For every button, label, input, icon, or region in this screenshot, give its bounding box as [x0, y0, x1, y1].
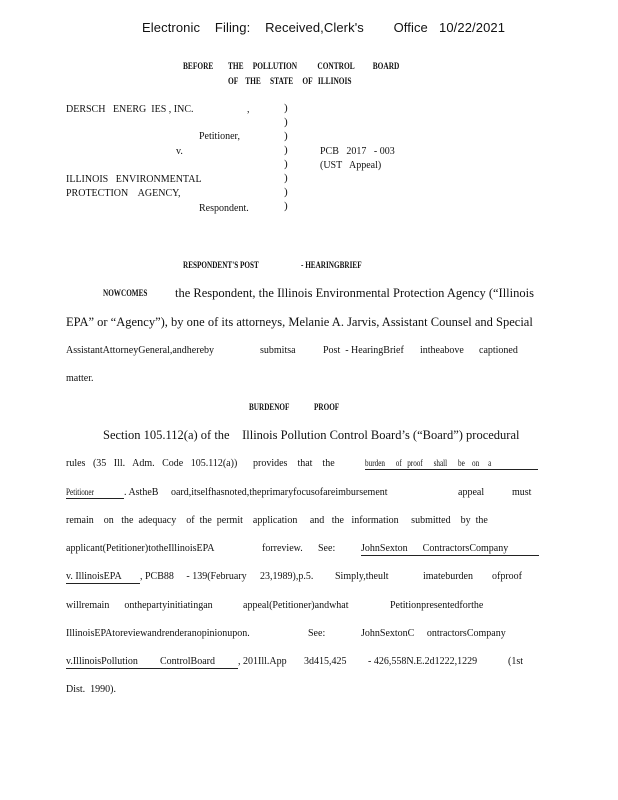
filing-header: Electronic Filing: Received,Clerk's Office 10/22/2021 [142, 20, 506, 35]
burden-line7-part2: appeal(Petitioner)andwhat [243, 600, 349, 611]
burden-line3-part2: appeal [458, 487, 485, 498]
intro-line3-part5: captioned [479, 345, 518, 356]
intro-line3-part2: submitsa [260, 345, 296, 356]
burden-line1: Section 105.112(a) of the Illinois Pollution Control Board’s (“Board”) procedural [103, 428, 520, 442]
court-heading-line1: BEFORE THE POLLUTION CONTROL BOARD [183, 61, 400, 71]
burden-line9-case-citation-2: ControlBoard [160, 656, 215, 667]
burden-line3-part1: . AstheB oard,itselfhasnoted,theprimaryfocusofareimbursement [124, 487, 388, 498]
intro-line3-part4: intheabove [420, 345, 464, 356]
burden-line5-case-citation: JohnSexton ContractorsCompany [361, 543, 509, 554]
respondent-role: Respondent. [199, 203, 249, 214]
burden-line6-part5: ofproof [492, 571, 522, 582]
parenthesis: ) [284, 116, 288, 128]
parenthesis: ) [284, 172, 288, 184]
burden-line9-part2: 3d415,425 [304, 656, 347, 667]
parenthesis: ) [284, 102, 288, 114]
now-comes: NOWCOMES [103, 288, 148, 298]
underline [365, 469, 538, 470]
burden-line2-part1: rules (35 Ill. Adm. Code 105.112(a)) [66, 458, 238, 469]
respondent-name-line2: PROTECTION AGENCY, [66, 188, 181, 199]
intro-line3-part1: AssistantAttorneyGeneral,andhereby [66, 345, 215, 356]
burden-line3-underlined: Petitioner [66, 487, 94, 497]
brief-title-left: RESPONDENT'S POST [183, 260, 259, 270]
burden-line10: Dist. 1990). [66, 684, 116, 695]
underline [150, 668, 238, 669]
parenthesis: ) [284, 186, 288, 198]
burden-line8-part2: See: [308, 628, 326, 639]
burden-line8-part1: IllinoisEPAtoreviewandrenderanopinionupon. [66, 628, 250, 639]
burden-line9-part3: - 426,558N.E.2d1222,1229 [368, 656, 478, 667]
burden-line5-part3: See: [318, 543, 336, 554]
burden-line9-part1: , 201Ill.App [238, 656, 287, 667]
parenthesis: ) [284, 158, 288, 170]
burden-line8-part3: JohnSextonC ontractorsCompany [361, 628, 506, 639]
intro-line3-part3: Post - HearingBrief [323, 345, 404, 356]
respondent-name-line1: ILLINOIS ENVIRONMENTAL [66, 174, 202, 185]
burden-line7-part1: willremain onthepartyinitiatingan [66, 600, 213, 611]
parenthesis: ) [284, 130, 288, 142]
petitioner-name: DERSCH ENERG IES , INC. [66, 104, 194, 115]
burden-line2-underlined: burden of proof shall be on a [365, 458, 492, 468]
petitioner-role: Petitioner, [199, 131, 240, 142]
burden-line9-case-citation-1: v.IllinoisPollution [66, 656, 138, 667]
case-type: (UST Appeal) [320, 160, 382, 171]
burden-line9-part4: (1st [508, 656, 523, 667]
underline [66, 583, 140, 584]
burden-line6-part1: , PCB88 - 139(February [140, 571, 247, 582]
burden-line6-part3: Simply,theult [335, 571, 389, 582]
versus-label: v. [176, 146, 183, 157]
intro-line1: the Respondent, the Illinois Environmental Protection Agency (“Illinois [175, 286, 534, 300]
burden-line6-part2: 23,1989),p.5. [260, 571, 314, 582]
case-number: PCB 2017 - 003 [320, 146, 395, 157]
burden-line7-part3: Petitionpresentedforthe [390, 600, 484, 611]
burden-line5-part2: forreview. [262, 543, 303, 554]
parenthesis: ) [284, 200, 288, 212]
burden-line6-case-citation: v. IllinoisEPA [66, 571, 122, 582]
caption-comma: , [247, 104, 250, 115]
underline [361, 555, 539, 556]
brief-title-right: - HEARINGBRIEF [301, 260, 362, 270]
court-heading-line2: OF THE STATE OF ILLINOIS [228, 76, 352, 86]
section-heading-right: PROOF [314, 402, 340, 412]
underline [66, 498, 124, 499]
intro-line4: matter. [66, 373, 94, 384]
underline [66, 668, 150, 669]
burden-line3-part3: must [512, 487, 532, 498]
burden-line4: remain on the adequacy of the permit application and the information submitted by the [66, 515, 488, 526]
section-heading-left: BURDENOF [249, 402, 290, 412]
burden-line6-part4: imateburden [423, 571, 473, 582]
parenthesis: ) [284, 144, 288, 156]
burden-line5-part1: applicant(Petitioner)totheIllinoisEPA [66, 543, 215, 554]
caption-parenthesis-column [284, 101, 288, 213]
burden-line2-part2: provides that the [253, 458, 335, 469]
intro-line2: EPA” or “Agency”), by one of its attorneys, Melanie A. Jarvis, Assistant Counsel and Special [66, 315, 533, 329]
